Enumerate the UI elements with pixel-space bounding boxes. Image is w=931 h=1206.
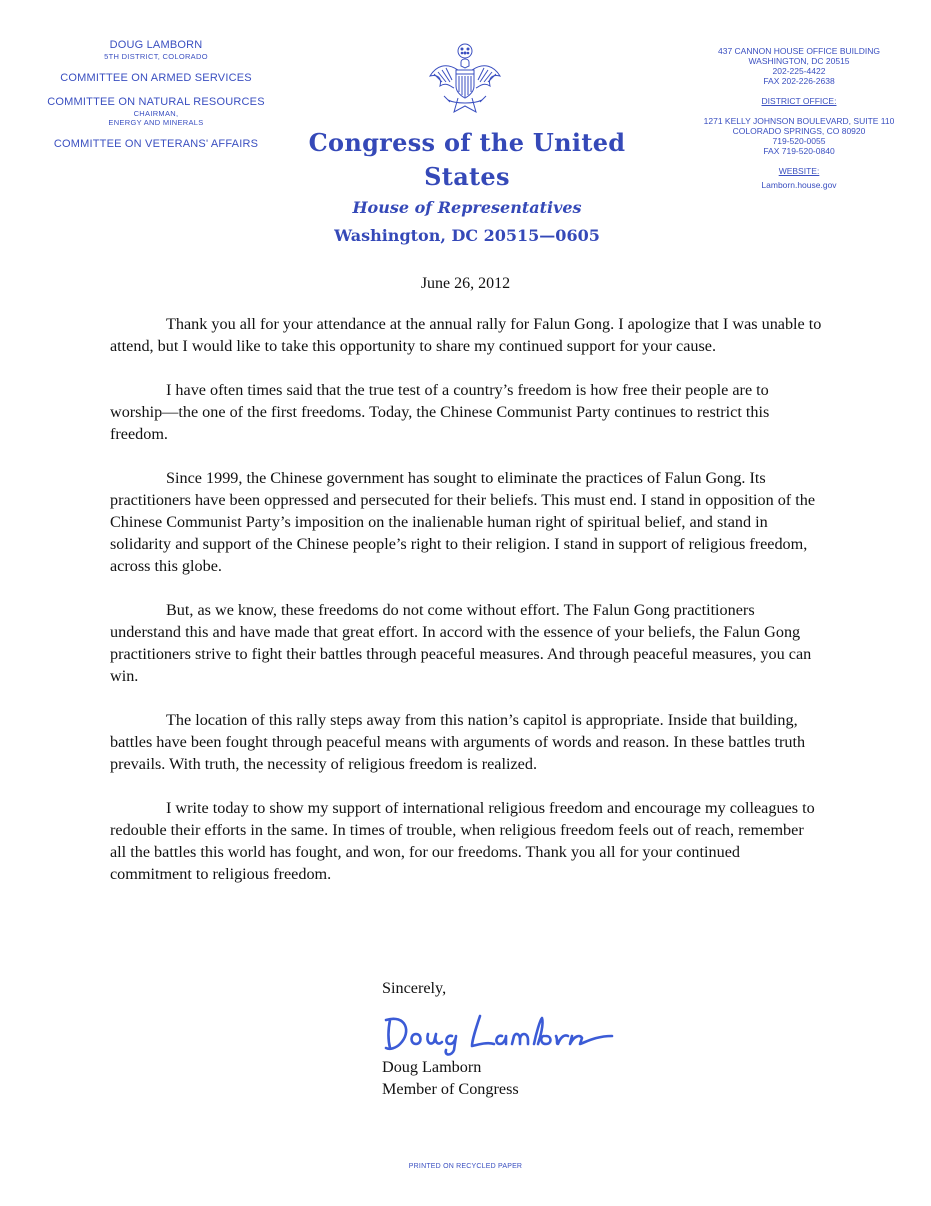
district-office-fax: FAX 719-520-0840 bbox=[763, 146, 835, 156]
dc-office-address: 437 CANNON HOUSE OFFICE BUILDING bbox=[717, 46, 880, 56]
handwritten-signature bbox=[376, 1006, 616, 1058]
dc-office-phone: 202-225-4422 bbox=[772, 66, 826, 76]
dc-office-fax: FAX 202-226-2638 bbox=[763, 76, 835, 86]
letter-date: June 26, 2012 bbox=[420, 275, 511, 292]
body-paragraph: I have often times said that the true test of a country’s freedom is how free their people are to worship—the one of the first freedoms. Today, the Chinese Communist Party continues to restrict this freedom. bbox=[110, 381, 770, 443]
district-office-phone: 719-520-0055 bbox=[772, 136, 826, 146]
house-title: House of Representatives bbox=[352, 198, 582, 217]
letterhead-left bbox=[40, 38, 272, 151]
great-seal-icon bbox=[428, 42, 502, 118]
website-link[interactable]: Lamborn.house.gov bbox=[761, 180, 837, 190]
letter-body bbox=[110, 313, 822, 907]
letterhead-center bbox=[262, 126, 672, 250]
body-paragraph: Thank you all for your attendance at the annual rally for Falun Gong. I apologize that I was unable to attend, but I would like to take this opportunity to share my continued support for your cause. bbox=[110, 315, 822, 355]
chairman-label: CHAIRMAN, bbox=[133, 109, 179, 118]
district-office-address: 1271 KELLY JOHNSON BOULEVARD, SUITE 110 bbox=[703, 116, 895, 126]
washington-address: Washington, DC 20515—0605 bbox=[334, 226, 600, 245]
district-office-header: DISTRICT OFFICE: bbox=[761, 96, 837, 106]
body-paragraph: I write today to show my support of international religious freedom and encourage my colleagues to redouble their efforts in the same. In times of trouble, when religious freedom feels out of reach, remember all the battles this world has fought, and won, for our freedoms. Thank you all for your continued commitment to religious freedom. bbox=[110, 799, 815, 883]
signer-title: Member of Congress bbox=[382, 1080, 519, 1098]
subcommittee-label: ENERGY AND MINERALS bbox=[108, 118, 204, 127]
member-district: 5TH DISTRICT, COLORADO bbox=[104, 52, 208, 61]
recycled-paper-note: PRINTED ON RECYCLED PAPER bbox=[408, 1163, 523, 1170]
district-office-city: COLORADO SPRINGS, CO 80920 bbox=[732, 126, 866, 136]
congress-title: Congress of the United States bbox=[308, 128, 626, 191]
member-name: DOUG LAMBORN bbox=[109, 39, 203, 51]
committee-veterans-affairs: COMMITTEE ON VETERANS' AFFAIRS bbox=[53, 138, 259, 150]
body-paragraph: But, as we know, these freedoms do not come without effort. The Falun Gong practitioners understand this and have made that great effort. In accord with the essence of your beliefs, the Falun Gong practitioners strive to fight their battles through peaceful measures. And through peaceful measures, you can win. bbox=[110, 601, 812, 685]
body-paragraph: The location of this rally steps away from this nation’s capitol is appropriate. Inside that building, battles have been fought through peaceful means with arguments of words and reason. In these battles truth prevails. With truth, the necessity of religious freedom is realized. bbox=[110, 711, 806, 773]
committee-natural-resources: COMMITTEE ON NATURAL RESOURCES bbox=[47, 96, 265, 108]
body-paragraph: Since 1999, the Chinese government has sought to eliminate the practices of Falun Gong. Its practitioners have been oppressed and persecuted for their beliefs. This must end. I stand in opposition of the Chinese Communist Party’s imposition on the inalienable human right of spiritual belief, and stand in solidarity and support of the Chinese people’s right to their religion. I stand in support of religious freedom, across this globe. bbox=[110, 469, 816, 575]
dc-office-city: WASHINGTON, DC 20515 bbox=[748, 56, 850, 66]
website-header: WEBSITE: bbox=[778, 166, 820, 176]
signer-name: Doug Lamborn bbox=[382, 1058, 482, 1076]
committee-armed-services: COMMITTEE ON ARMED SERVICES bbox=[60, 72, 252, 84]
letterhead-right bbox=[690, 46, 908, 190]
closing: Sincerely, bbox=[382, 979, 447, 997]
